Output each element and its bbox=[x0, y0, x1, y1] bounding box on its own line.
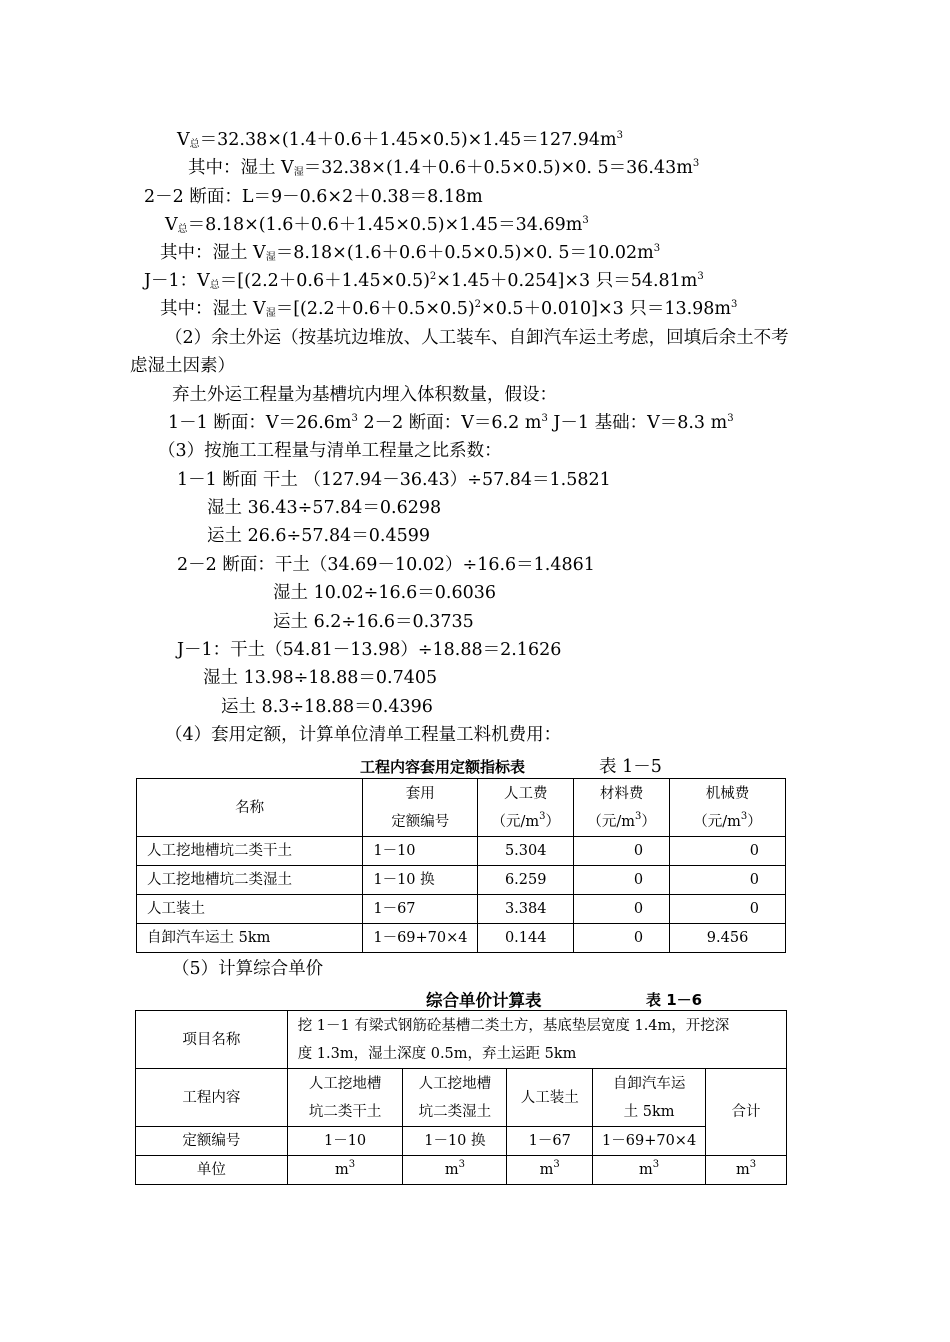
cell-material: 0 bbox=[574, 924, 670, 953]
header-quota-code: 套用 定额编号 bbox=[363, 779, 478, 837]
cell-label: 定额编号 bbox=[136, 1127, 288, 1156]
calc-line: 湿土 13.98÷18.88＝0.7405 bbox=[203, 668, 438, 688]
header-name: 名称 bbox=[137, 779, 363, 837]
cell-unit: $m^3$ bbox=[593, 1156, 706, 1185]
calc-line: 湿土 10.02÷16.6＝0.6036 bbox=[273, 583, 497, 603]
unit-price-table bbox=[135, 1010, 787, 1185]
table-row bbox=[136, 1011, 787, 1069]
calc-line: 其中：湿土 $V_湿=32.38\times(1.4+0.6+0.5\times 0.5)\times 0$. $5=36.43m^3$ bbox=[188, 158, 700, 178]
cell-code: 1－69+70×4 bbox=[363, 924, 478, 953]
cell-material: 0 bbox=[574, 837, 670, 866]
calc-line: J－1：$V_总=[(2.2+0.6+1.45\times 0.5)^2\times 1.45+0.254]\times 3$ 只$=54.81m^3$ bbox=[144, 271, 704, 291]
cell-machine: 0 bbox=[670, 895, 786, 924]
cell-code: 1－69+70×4 bbox=[593, 1127, 706, 1156]
cell-name: 自卸汽车运土 5km bbox=[137, 924, 363, 953]
cell-unit: $m^3$ bbox=[287, 1156, 403, 1185]
cell-unit: $m^3$ bbox=[507, 1156, 593, 1185]
paragraph: （5）计算综合单价 bbox=[172, 959, 324, 979]
calc-line: 1－1 断面 干土 （127.94－36.43）÷57.84＝1.5821 bbox=[177, 470, 611, 490]
calc-line: 湿土 36.43÷57.84＝0.6298 bbox=[207, 498, 442, 518]
cell-work-item: 自卸汽车运 土 5km bbox=[593, 1069, 706, 1127]
cell-label: 单位 bbox=[136, 1156, 288, 1185]
calc-line: J－1：干土（54.81－13.98）÷18.88＝2.1626 bbox=[177, 640, 562, 660]
cell-material: 0 bbox=[574, 895, 670, 924]
paragraph: 虑湿土因素） bbox=[130, 356, 235, 376]
calc-line: 2－2 断面：干土（34.69－10.02）÷16.6＝1.4861 bbox=[177, 555, 595, 575]
calc-line: 1－1 断面：$V=26.6m^3$ 2－2 断面：V＝6.2 $m^3$ J－1 基础：V＝8.3 $m^3$ bbox=[168, 413, 734, 433]
table-header-row bbox=[137, 779, 786, 837]
table-row bbox=[137, 837, 786, 866]
calc-line: 运土 6.2÷16.6＝0.3735 bbox=[273, 612, 474, 632]
header-labor-cost: 人工费 （元$/m^3$） bbox=[478, 779, 574, 837]
cell-code: 1－67 bbox=[507, 1127, 593, 1156]
cell-unit: $m^3$ bbox=[706, 1156, 787, 1185]
cell-work-item: 人工挖地槽 坑二类干土 bbox=[287, 1069, 403, 1127]
cell-name: 人工挖地槽坑二类干土 bbox=[137, 837, 363, 866]
cell-unit: $m^3$ bbox=[403, 1156, 507, 1185]
cell-label: 项目名称 bbox=[136, 1011, 288, 1069]
cell-work-item: 人工装土 bbox=[507, 1069, 593, 1127]
cell-labor: 0.144 bbox=[478, 924, 574, 953]
calc-line: 运土 26.6÷57.84＝0.4599 bbox=[207, 526, 431, 546]
cell-work-item: 人工挖地槽 坑二类湿土 bbox=[403, 1069, 507, 1127]
calc-line: 其中：湿土 $V_湿=[(2.2+0.6+0.5\times 0.5)^2\times 0.5+0.010]\times 3$ 只$=13.98m^3$ bbox=[160, 299, 738, 319]
cell-machine: 0 bbox=[670, 837, 786, 866]
calc-line: 2－2 断面：L＝9－0.6×2＋0.38＝8.18m bbox=[144, 187, 483, 207]
table-row bbox=[136, 1156, 787, 1185]
table-row bbox=[137, 895, 786, 924]
cell-labor: 3.384 bbox=[478, 895, 574, 924]
header-material-cost: 材料费 （元$/m^3$） bbox=[574, 779, 670, 837]
table-row bbox=[137, 924, 786, 953]
quota-index-table bbox=[136, 778, 786, 953]
table-caption: 工程内容套用定额指标表 bbox=[360, 758, 526, 776]
table-row bbox=[136, 1127, 787, 1156]
paragraph: 弃土外运工程量为基槽坑内埋入体积数量，假设： bbox=[172, 385, 557, 405]
cell-code: 1－10 换 bbox=[403, 1127, 507, 1156]
table-row bbox=[137, 866, 786, 895]
calc-line: $V_总=32.38\times(1.4+0.6+1.45\times 0.5)\times 1.45=127.94m^3$ bbox=[177, 130, 624, 150]
calc-line: $V_总=8.18\times(1.6+0.6+1.45\times 0.5)\times 1.45=34.69m^3$ bbox=[165, 215, 589, 235]
cell-machine: 0 bbox=[670, 866, 786, 895]
paragraph: （4）套用定额，计算单位清单工程量工料机费用： bbox=[165, 725, 562, 745]
header-machine-cost: 机械费 （元$/m^3$） bbox=[670, 779, 786, 837]
paragraph: （2）余土外运（按基坑边堆放、人工装车、自卸汽车运土考虑，回填后余土不考 bbox=[165, 328, 789, 348]
cell-machine: 9.456 bbox=[670, 924, 786, 953]
cell-label: 工程内容 bbox=[136, 1069, 288, 1127]
cell-name: 人工装土 bbox=[137, 895, 363, 924]
table-number: 表 1－6 bbox=[646, 991, 703, 1009]
table-caption: 综合单价计算表 bbox=[426, 991, 542, 1010]
cell-labor: 5.304 bbox=[478, 837, 574, 866]
cell-code: 1－10 换 bbox=[363, 866, 478, 895]
table-number: 表 1－5 bbox=[599, 757, 662, 777]
cell-code: 1－10 bbox=[363, 837, 478, 866]
calc-line: 其中：湿土 $V_湿=8.18\times(1.6+0.6+0.5\times 0.5)\times 0$. $5=10.02m^3$ bbox=[160, 243, 661, 263]
paragraph: （3）按施工工程量与清单工程量之比系数： bbox=[158, 441, 502, 461]
cell-code: 1－10 bbox=[287, 1127, 403, 1156]
cell-project-name: 挖 1－1 有梁式钢筋砼基槽二类土方，基底垫层宽度 1.4m，开挖深 度 1.3m，湿土深度 0.5m，弃土运距 5km bbox=[287, 1011, 786, 1069]
cell-total-header: 合计 bbox=[706, 1069, 787, 1156]
cell-material: 0 bbox=[574, 866, 670, 895]
cell-name: 人工挖地槽坑二类湿土 bbox=[137, 866, 363, 895]
cell-code: 1－67 bbox=[363, 895, 478, 924]
table-row bbox=[136, 1069, 787, 1127]
calc-line: 运土 8.3÷18.88＝0.4396 bbox=[221, 697, 433, 717]
cell-labor: 6.259 bbox=[478, 866, 574, 895]
